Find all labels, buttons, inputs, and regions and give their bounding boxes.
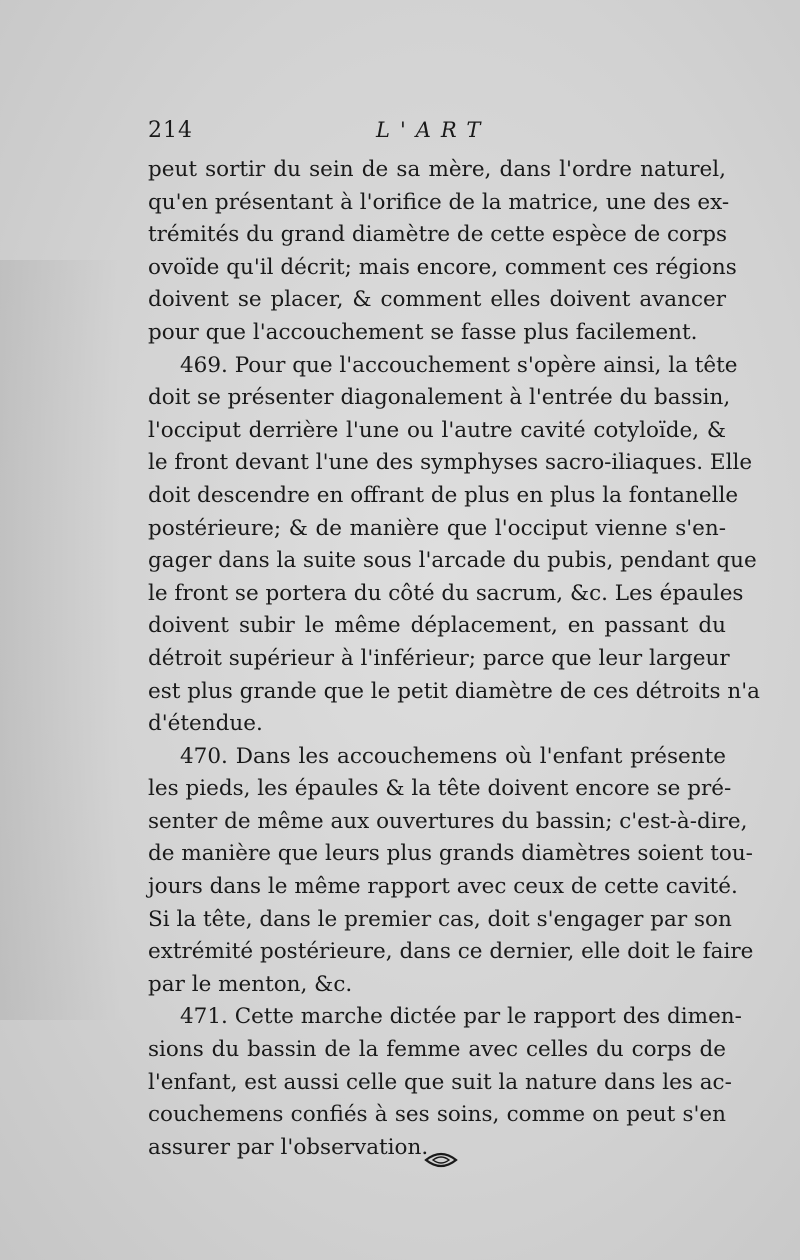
text-line: couchemens confiés à ses soins, comme on peut s'en [148,1102,726,1128]
text-line: Si la tête, dans le premier cas, doit s'engager par son [148,906,732,932]
text-line: ovoïde qu'il décrit; mais encore, comment ces régions [148,254,737,280]
text-line: l'enfant, est aussi celle que suit la nature dans les ac- [148,1069,732,1095]
text-line: assurer par l'observation. [148,1134,429,1160]
text-line: le front devant l'une des symphyses sacro-iliaques. Elle [148,450,753,476]
paragraph-469-start: 469. Pour que l'accouchement s'opère ainsi, la tête [180,352,738,378]
text-line: pour que l'accouchement se fasse plus facilement. [148,319,698,345]
text-line: le front se portera du côté du sacrum, &c. Les épaules [148,580,744,606]
text-line: postérieure; & de manière que l'occiput vienne s'en- [148,515,726,541]
text-line: par le menton, &c. [148,971,353,997]
text-line: l'occiput derrière l'une ou l'autre cavité cotyloïde, & [148,417,726,443]
text-line: doivent se placer, & comment elles doivent avancer [148,287,726,313]
text-line: trémités du grand diamètre de cette espèce de corps [148,222,728,248]
text-line: doivent subir le même déplacement, en passant du [148,613,726,639]
text-line: qu'en présentant à l'orifice de la matrice, une des ex- [148,189,730,215]
text-line: gager dans la suite sous l'arcade du pubis, pendant que [148,548,757,574]
text-line: doit se présenter diagonalement à l'entrée du bassin, [148,385,731,411]
text-line: sions du bassin de la femme avec celles du corps de [148,1037,726,1063]
page-number: 214 [148,118,193,143]
text-line: jours dans le même rapport avec ceux de cette cavité. [148,874,738,900]
page-header [148,118,718,148]
text-line: senter de même aux ouvertures du bassin; c'est-à-dire, [148,808,748,834]
paragraph-471-start: 471. Cette marche dictée par le rapport des dimen- [180,1004,742,1030]
text-line: détroit supérieur à l'inférieur; parce que leur largeur [148,645,730,671]
diamond-ornament-icon [424,1150,458,1170]
text-line: d'étendue. [148,711,263,737]
paragraph-470-start: 470. Dans les accouchemens où l'enfant présente [180,743,726,769]
text-line: extrémité postérieure, dans ce dernier, elle doit le faire [148,939,754,965]
bleed-through-shadow [0,260,120,1020]
running-title: L'ART [376,118,491,142]
text-line: doit descendre en offrant de plus en plus la fontanelle [148,482,739,508]
body-text [148,154,760,1164]
text-line: les pieds, les épaules & la tête doivent encore se pré- [148,776,732,802]
text-line: peut sortir du sein de sa mère, dans l'ordre naturel, [148,157,726,182]
text-line: est plus grande que le petit diamètre de ces détroits n'a [148,678,760,704]
text-line: de manière que leurs plus grands diamètres soient tou- [148,841,753,867]
